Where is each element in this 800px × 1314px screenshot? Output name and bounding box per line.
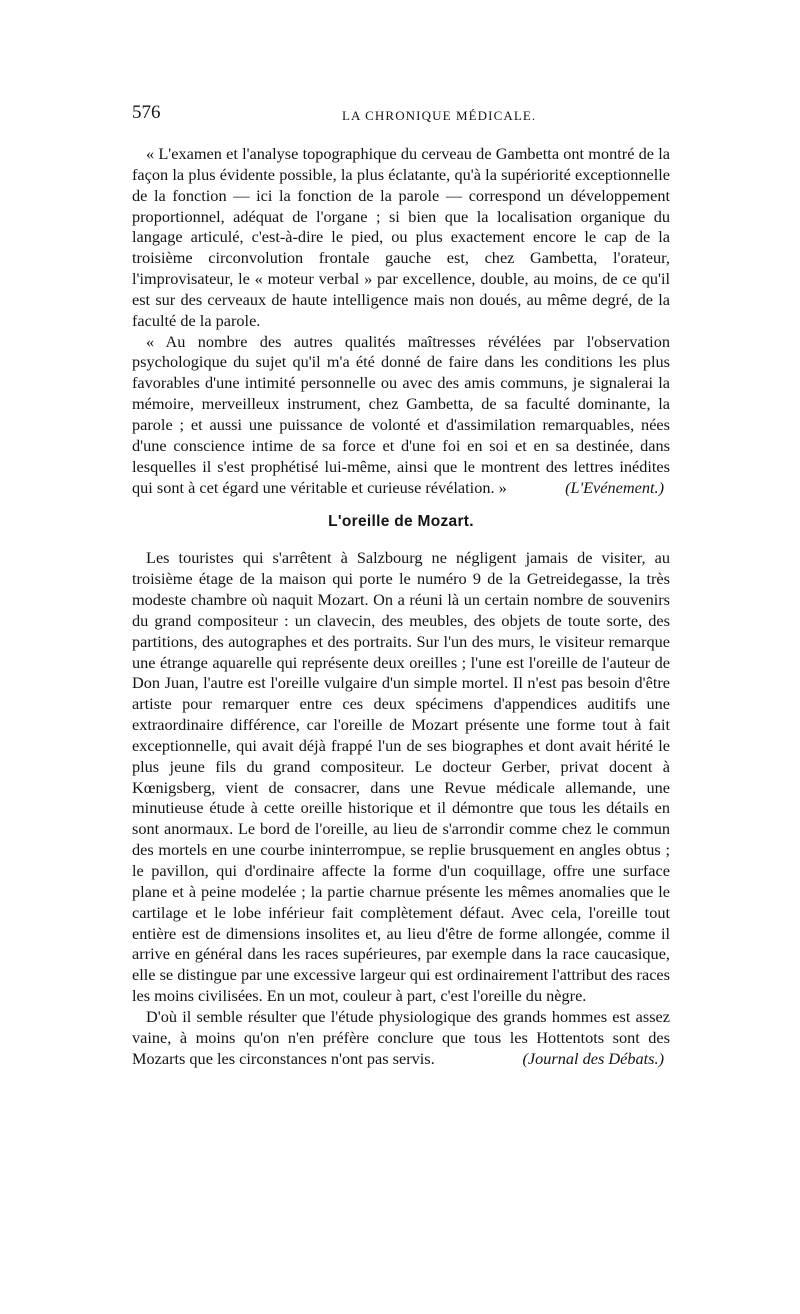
- running-title: LA CHRONIQUE MÉDICALE.: [342, 108, 537, 123]
- mozart-paragraph-1: Les touristes qui s'arrêtent à Salzbourg ne négligent jamais de visiter, au troisième étage de la maison qui porte le numéro 9 de la Getreidegasse, la très modeste chambre où naquit Mozart. On a réuni là un certain nombre de souvenirs du grand compositeur : un clavecin, des meubles, des objets de toute sorte, des partitions, des autographes et des portraits. Sur l'un des murs, le visiteur remarque une étrange aquarelle qui représente deux oreilles ; l'une est l'oreille de l'auteur de Don Juan, l'autre est l'oreille vulgaire d'un simple mortel. Il n'est pas besoin d'être artiste pour remarquer entre ces deux spécimens d'appendices auditifs une extraordinaire différence, car l'oreille de Mozart présente une forme tout à fait exceptionnelle, qui avait déjà frappé l'un de ses biographes et dont avait hérité le plus jeune fils du grand compositeur. Le docteur Gerber, privat docent à Kœnigsberg, vient de consacrer, dans une Revue médicale allemande, une minutieuse étude à cette oreille historique et il démontre que tous les détails en sont anormaux. Le bord de l'oreille, au lieu de s'arrondir comme chez le commun des mortels en une courbe ininterrompue, se replie brusquement en angles obtus ; le pavillon, qui d'ordinaire affecte la forme d'un coquillage, offre une surface plane et à peine modelée ; la partie charnue présente les mêmes anomalies que le cartilage et le lobe inférieur fait complètement défaut. Avec cela, l'oreille tout entière est de dimensions insolites et, au lieu d'être de forme allongée, comme il arrive en général dans les races supérieures, par exemple dans la race caucasique, elle se distingue par une excessive largeur qui est ordinairement l'attribut des races les moins civilisées. En un mot, couleur à part, c'est l'oreille du nègre.: [132, 548, 670, 1006]
- page-number: 576: [132, 102, 161, 123]
- source-citation: (Journal des Débats.): [522, 1048, 664, 1068]
- gambetta-paragraph-2: [132, 332, 670, 499]
- source-citation: (L'Evénement.): [565, 477, 664, 497]
- section-title: L'oreille de Mozart.: [328, 513, 474, 531]
- gambetta-paragraph-2-text: « Au nombre des autres qualités maîtresses révélées par l'observation psychologique du sujet qu'il m'a été donné de faire dans les conditions les plus favorables d'une intimité personnelle ou avec des amis communs, je signalerai la mémoire, merveilleux instrument, chez Gambetta, de sa faculté dominante, la parole ; et aussi une puissance de volonté et d'assimilation remarquables, nées d'une conscience intime de sa force et d'une foi en soi et en sa destinée, dans lesquelles il s'est prophétisé lui-même, ainsi que le montrent des lettres inédites qui sont à cet égard une véritable et curieuse révélation. »: [132, 331, 670, 497]
- gambetta-paragraph-1: « L'examen et l'analyse topographique du cerveau de Gambetta ont montré de la façon la plus évidente possible, la plus éclatante, qu'à la supériorité exceptionnelle de la fonction — ici la fonction de la parole — correspond un développement proportionnel, adéquat de l'organe ; si bien que la localisation organique du langage articulé, c'est-à-dire le pied, ou plus exactement encore le cap de la troisième circonvolution frontale gauche est, chez Gambetta, l'orateur, l'improvisateur, le « moteur verbal » par excellence, double, au moins, de ce qu'il est sur des cerveaux de haute intelligence mais non doués, au même degré, de la faculté de la parole.: [132, 144, 670, 330]
- page-header: [132, 102, 670, 128]
- page: [132, 102, 670, 1069]
- mozart-paragraph-2-text: D'où il semble résulter que l'étude physiologique des grands hommes est assez vaine, à moins qu'on n'en préfère conclure que tous les Hottentots sont des Mozarts que les circonstances n'ont pas servis.: [132, 1006, 670, 1068]
- mozart-paragraph-2: [132, 1007, 670, 1070]
